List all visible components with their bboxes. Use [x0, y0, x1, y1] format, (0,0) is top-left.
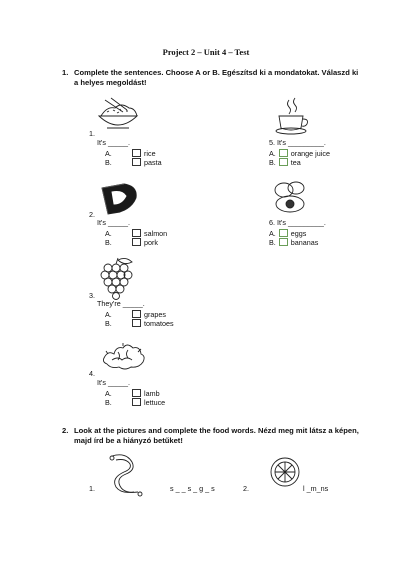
rice-bowl-icon	[93, 96, 143, 134]
question-number: 1.	[62, 68, 69, 77]
item-number: 4.	[89, 369, 95, 378]
option-b[interactable]: B. pasta	[105, 158, 162, 167]
question-1-heading	[62, 68, 382, 90]
checkbox[interactable]	[132, 319, 141, 327]
checkbox[interactable]	[132, 149, 141, 157]
sentence-stem: They're _____.	[97, 299, 145, 308]
lettuce-icon	[100, 340, 146, 370]
sausages-icon	[102, 452, 146, 498]
option-b[interactable]: B. pork	[105, 238, 158, 247]
option-a[interactable]: A. lamb	[105, 389, 160, 398]
sentence-stem: It's _____.	[97, 378, 130, 387]
option-b[interactable]: B. tomatoes	[105, 319, 174, 328]
option-a[interactable]: A. eggs	[269, 229, 307, 238]
checkbox[interactable]	[132, 398, 141, 406]
checkbox[interactable]	[132, 238, 141, 246]
checkbox[interactable]	[279, 158, 288, 166]
item-number: 2.	[243, 484, 249, 493]
sentence-stem: 6. It's _________.	[269, 218, 326, 227]
page-title: Project 2 – Unit 4 – Test	[162, 47, 250, 57]
checkbox[interactable]	[279, 229, 288, 237]
meat-icon	[98, 178, 140, 216]
grapes-icon	[96, 256, 136, 300]
checkbox[interactable]	[132, 229, 141, 237]
item-number: 2.	[89, 210, 95, 219]
checkbox[interactable]	[279, 149, 288, 157]
sentence-stem: 5. It's _________.	[269, 138, 326, 147]
question-number: 2.	[62, 426, 69, 435]
checkbox[interactable]	[279, 238, 288, 246]
lemon-icon	[268, 455, 302, 489]
option-a[interactable]: A. rice	[105, 149, 156, 158]
question-instruction: Look at the pictures and complete the food words. Nézd meg mit látsz a képen, majd írd be a hiányzó betűket!	[74, 426, 359, 445]
item-number: 1.	[89, 484, 95, 493]
word-blank[interactable]: l _m_ns	[303, 484, 329, 493]
option-b[interactable]: B. lettuce	[105, 398, 166, 407]
option-a[interactable]: A. orange juice	[269, 149, 330, 158]
option-b[interactable]: B. tea	[269, 158, 301, 167]
option-b[interactable]: B. bananas	[269, 238, 319, 247]
sentence-stem: It's _____.	[97, 138, 130, 147]
question-2-heading	[62, 426, 382, 448]
sentence-stem: It's _____.	[97, 218, 130, 227]
checkbox[interactable]	[132, 389, 141, 397]
eggs-icon	[270, 178, 310, 214]
item-number: 3.	[89, 291, 95, 300]
tea-cup-icon	[273, 96, 313, 136]
option-a[interactable]: A. grapes	[105, 310, 166, 319]
checkbox[interactable]	[132, 310, 141, 318]
question-instruction: Complete the sentences. Choose A or B. Egészítsd ki a mondatokat. Válaszd ki a helyes megoldást!	[74, 68, 359, 87]
option-a[interactable]: A. salmon	[105, 229, 168, 238]
word-blank[interactable]: s _ _ s _ g _ s	[170, 484, 215, 493]
item-number: 1.	[89, 129, 95, 138]
checkbox[interactable]	[132, 158, 141, 166]
